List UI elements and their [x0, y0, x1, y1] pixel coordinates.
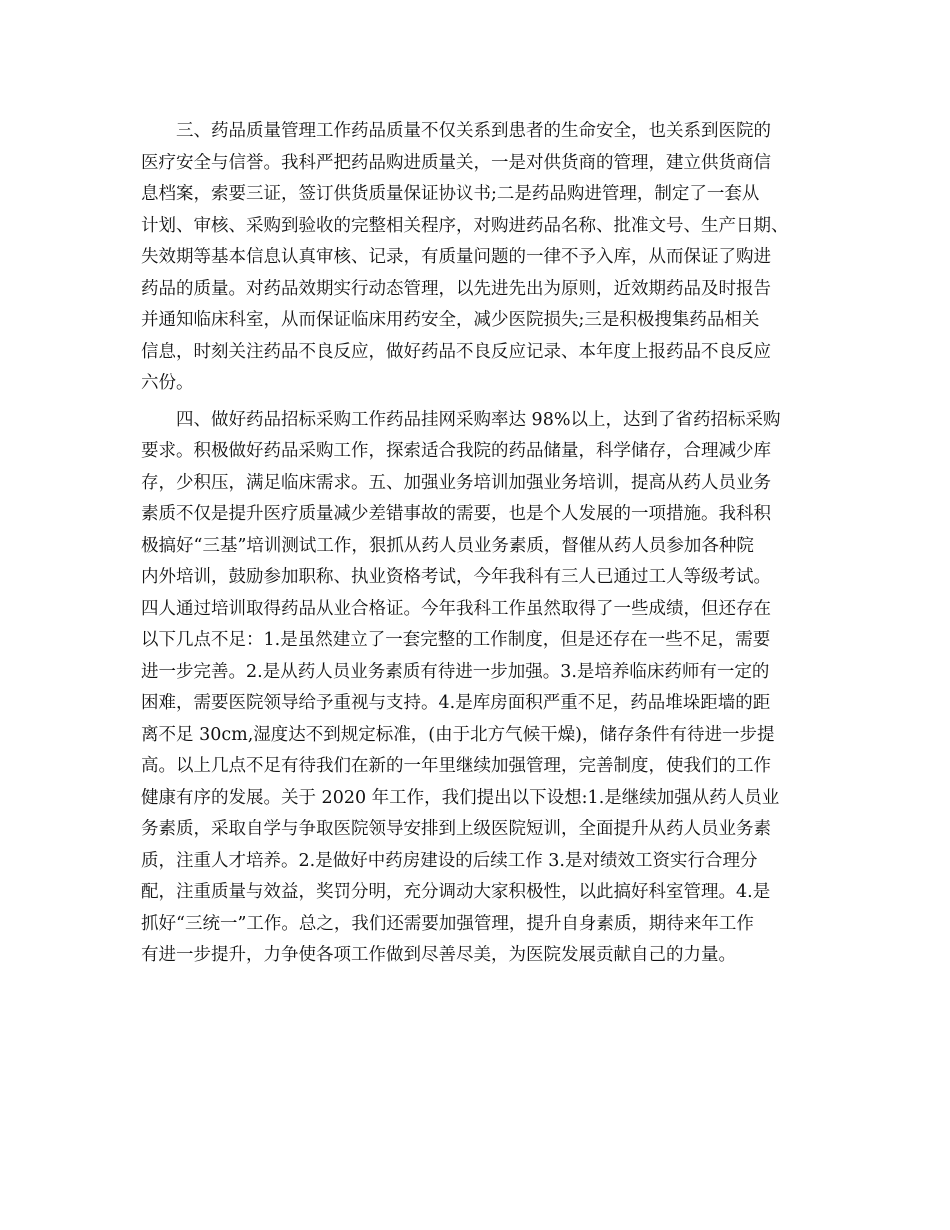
body-text	[141, 116, 821, 972]
text-line: 健康有序的发展。关于 2020 年工作，我们提出以下设想:1.是继续加强从药人员业	[141, 787, 780, 808]
text-line: 素质不仅是提升医疗质量减少差错事故的需要，也是个人发展的一项措施。我科积	[141, 504, 771, 524]
text-line: 极搞好“三基”培训测试工作，狠抓从药人员业务素质，督催从药人员参加各种院	[141, 535, 754, 556]
text-line: 存，少积压，满足临床需求。五、加强业务培训加强业务培训，提高从药人员业务	[141, 472, 771, 493]
text-line: 务素质，采取自学与争取医院领导安排到上级医院短训，全面提升从药人员业务素	[141, 819, 771, 839]
text-line: 抓好“三统一”工作。总之，我们还需要加强管理，提升自身素质，期待来年工作	[141, 913, 754, 934]
text-line: 高。以上几点不足有待我们在新的一年里继续加强管理，完善制度，使我们的工作	[141, 756, 771, 776]
text-line: 四、做好药品招标采购工作药品挂网采购率达 98%以上，达到了省药招标采购	[176, 409, 781, 430]
paragraph-quality-management	[141, 116, 821, 400]
text-line: 困难，需要医院领导给予重视与支持。4.是库房面积严重不足，药品堆垛距墙的距	[141, 693, 771, 713]
text-line: 配，注重质量与效益，奖罚分明，充分调动大家积极性，以此搞好科室管理。4.是	[141, 882, 771, 902]
text-line: 有进一步提升，力争使各项工作做到尽善尽美，为医院发展贡献自己的力量。	[141, 945, 736, 965]
text-line: 要求。积极做好药品采购工作，探索适合我院的药品储量，科学储存，合理减少库	[141, 441, 771, 461]
text-line: 三、药品质量管理工作药品质量不仅关系到患者的生命安全，也关系到医院的	[176, 121, 771, 141]
text-line: 以下几点不足：1.是虽然建立了一套完整的工作制度，但是还存在一些不足，需要	[141, 630, 771, 650]
text-line: 并通知临床科室，从而保证临床用药安全，减少医院损失;三是积极搜集药品相关	[141, 310, 760, 330]
text-line: 六份。	[141, 373, 194, 393]
text-line: 信息，时刻关注药品不良反应，做好药品不良反应记录、本年度上报药品不良反应	[141, 341, 771, 362]
text-line: 四人通过培训取得药品从业合格证。今年我科工作虽然取得了一些成绩，但还存在	[141, 598, 771, 619]
text-line: 质，注重人才培养。2.是做好中药房建设的后续工作 3.是对绩效工资实行合理分	[141, 850, 758, 871]
text-line: 药品的质量。对药品效期实行动态管理，以先进先出为原则，近效期药品及时报告	[141, 278, 771, 299]
text-line: 医疗安全与信誉。我科严把药品购进质量关，一是对供货商的管理，建立供货商信	[141, 152, 771, 173]
text-line: 计划、审核、采购到验收的完整相关程序，对购进药品名称、批准文号、生产日期、	[141, 215, 789, 236]
paragraph-procurement-and-summary	[141, 405, 821, 972]
text-line: 进一步完善。2.是从药人员业务素质有待进一步加强。3.是培养临床药师有一定的	[141, 661, 770, 682]
text-line: 失效期等基本信息认真审核、记录，有质量问题的一律不予入库，从而保证了购进	[141, 247, 771, 267]
text-line: 息档案，索要三证，签订供货质量保证协议书;二是药品购进管理，制定了一套从	[141, 184, 760, 204]
text-line: 离不足 30cm,湿度达不到规定标准，(由于北方气候干燥)，储存条件有待进一步提	[141, 724, 775, 745]
text-line: 内外培训，鼓励参加职称、执业资格考试，今年我科有三人已通过工人等级考试。	[141, 567, 771, 587]
